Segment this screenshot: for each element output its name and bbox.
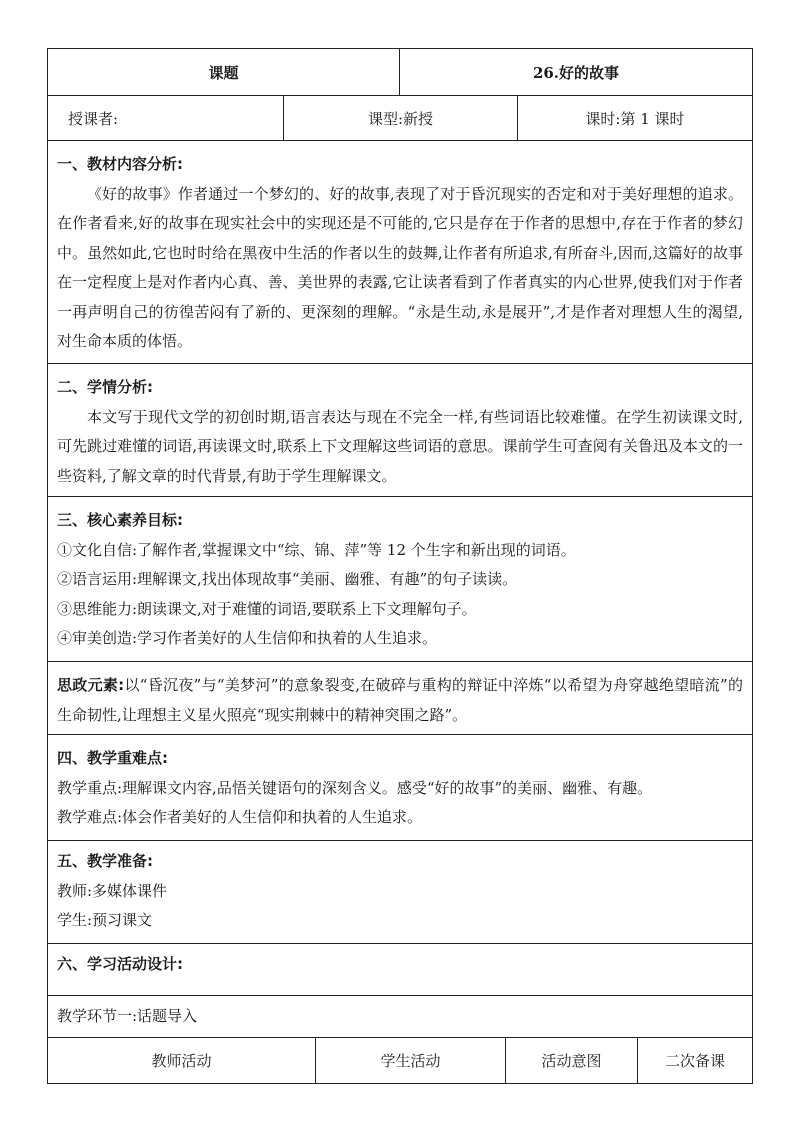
preparation-item: 学生:预习课文 xyxy=(57,911,153,929)
preparation-heading: 五、教学准备: xyxy=(57,852,153,870)
learner-analysis-text: 本文写于现代文学的初创时期,语言表达与现在不完全一样,有些词语比较难懂。在学生初读课文时,可先跳过难懂的词语,再读课文时,联系上下文理解这些词语的意思。课前学生可查阅有关鲁迅及本文的一些资料,了解文章的时代背景,有助于学生理解课文。 xyxy=(57,407,743,485)
activity-columns-row xyxy=(48,1038,752,1083)
key-point-item: 教学难点:体会作者美好的人生信仰和执着的人生追求。 xyxy=(57,808,423,826)
activity-purpose-header: 活动意图 xyxy=(506,1038,638,1083)
step-section xyxy=(48,996,752,1038)
ideology-section xyxy=(48,662,752,735)
learner-analysis-section xyxy=(48,364,752,497)
core-goals-section xyxy=(48,497,752,662)
goal-item: ②语言运用:理解课文,找出体现故事“美丽、幽雅、有趣”的句子读读。 xyxy=(57,570,518,588)
material-analysis-text: 《好的故事》作者通过一个梦幻的、好的故事,表现了对于昏沉现实的否定和对于美好理想的追求。在作者看来,好的故事在现实社会中的实现还是不可能的,它只是存在于作者的思想中,存在于作者的梦幻中。虽然如此,它也时时给在黑夜中生活的作者以生的鼓舞,让作者有所追求,有所奋斗,因而,这篇好的故事在一定程度上是对作者内心真、善、美世界的表露,它让读者看到了作者真实的内心世界,使我们对于作者一再声明自己的彷徨苦闷有了新的、更深刻的理解。“永是生动,永是展开”,才是作者对理想人生的渴望,对生命本质的体悟。 xyxy=(57,184,743,350)
material-analysis-heading: 一、教材内容分析: xyxy=(57,155,183,173)
activities-section xyxy=(48,944,752,996)
activities-heading: 六、学习活动设计: xyxy=(57,955,183,973)
learner-analysis-heading: 二、学情分析: xyxy=(57,378,153,396)
goal-item: ④审美创造:学习作者美好的人生信仰和执着的人生追求。 xyxy=(57,629,438,647)
topic-value: 26.好的故事 xyxy=(532,63,620,82)
lesson-hours: 课时:第 1 课时 xyxy=(585,109,685,128)
goal-item: ③思维能力:朗读课文,对于难懂的词语,要联系上下文理解句子。 xyxy=(57,599,477,618)
topic-label: 课题 xyxy=(48,49,400,95)
core-goals-heading: 三、核心素养目标: xyxy=(57,511,183,529)
title-row xyxy=(48,49,752,96)
material-analysis-section xyxy=(48,141,752,364)
lesson-plan-table xyxy=(47,48,753,1084)
teacher-label: 授课者: xyxy=(48,96,284,140)
goal-item: ①文化自信:了解作者,掌握课文中“综、锦、萍”等 12 个生字和新出现的词语。 xyxy=(57,540,576,559)
meta-row xyxy=(48,96,752,141)
teacher-activity-header: 教师活动 xyxy=(48,1038,316,1083)
key-point-item: 教学重点:理解课文内容,品悟关键语句的深刻含义。感受“好的故事”的美丽、幽雅、有趣。 xyxy=(57,778,653,797)
preparation-item: 教师:多媒体课件 xyxy=(57,881,168,900)
lesson-type: 课型:新授 xyxy=(284,96,518,140)
step-text: 教学环节一:话题导入 xyxy=(57,1007,198,1025)
ideology-text: 以“昏沉夜”与“美梦河”的意象裂变,在破碎与重构的辩证中淬炼“以希望为舟穿越绝望暗流”的生命韧性,让理想主义星火照亮“现实荆棘中的精神突围之路”。 xyxy=(57,676,743,724)
student-activity-header: 学生活动 xyxy=(316,1038,506,1083)
preparation-section xyxy=(48,841,752,944)
key-points-section xyxy=(48,735,752,841)
key-points-heading: 四、教学重难点: xyxy=(57,749,168,767)
ideology-label: 思政元素: xyxy=(57,676,125,694)
second-prep-header: 二次备课 xyxy=(664,1052,725,1070)
